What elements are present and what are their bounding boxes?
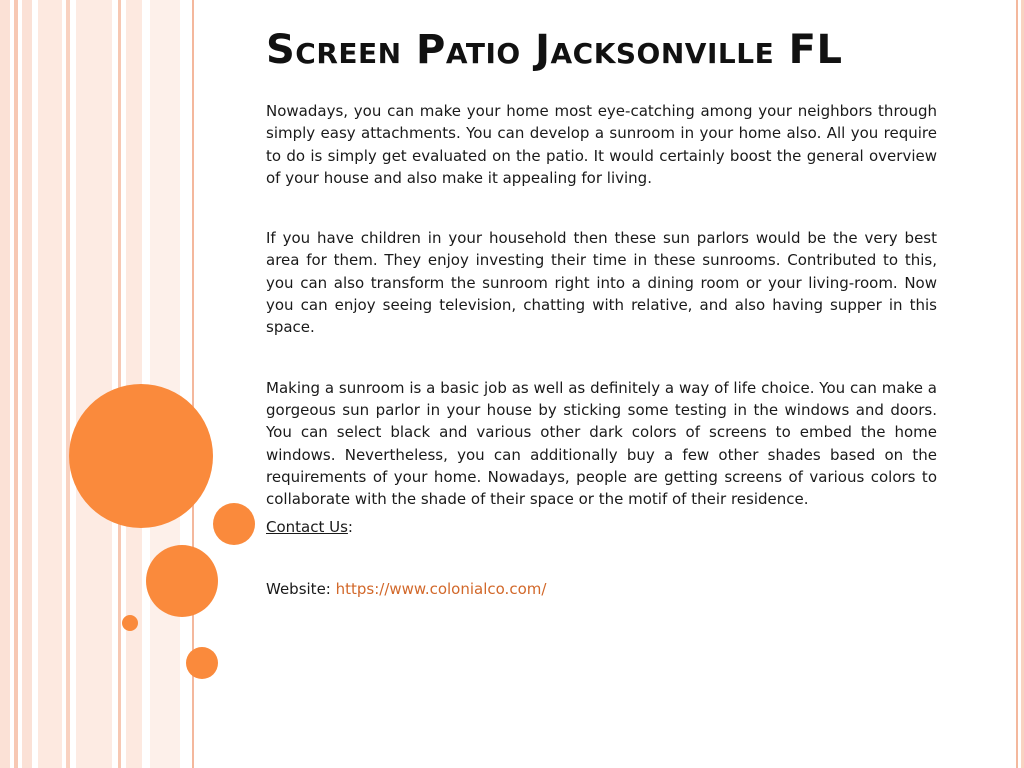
decorative-circle-tiny xyxy=(122,615,138,631)
decorative-stripe xyxy=(22,0,32,768)
paragraph-2: If you have children in your household then these sun parlors would be the very best area for them. They enjoy investing their time in these sunrooms. Contributed to this, you can also transform the sunroom right into a dining room or your living-room. Now you can enjoy seeing television, chatting with relative, and also having supper in this space. xyxy=(266,229,937,337)
decorative-circle-medium xyxy=(146,545,218,617)
slide-title: Screen Patio Jacksonville FL xyxy=(266,27,843,73)
website-label: Website: xyxy=(266,580,336,599)
paragraph-3: Making a sunroom is a basic job as well as definitely a way of life choice. You can make a gorgeous sun parlor in your house by sticking some testing in the windows and doors. You can select black and various other dark colors of screens to embed the home windows. Nevertheless, you can additionally buy a few other shades based on the requirements of your home. Nowadays, people are getting screens of various colors to collaborate with the shade of their space or the motif of their residence. xyxy=(266,378,937,509)
decorative-stripe xyxy=(0,0,10,768)
decorative-stripe xyxy=(14,0,18,768)
decorative-stripe xyxy=(150,0,180,768)
website-line xyxy=(266,578,937,600)
paragraph-1: Nowadays, you can make your home most eye-catching among your neighbors through simply easy attachments. You can develop a sunroom in your home also. All you require to do is simply get evaluated on the patio. It would certainly boost the general overview of your house and also make it appealing for living. xyxy=(266,102,937,187)
contact-us-link[interactable]: Contact Us xyxy=(266,518,348,537)
decorative-stripe xyxy=(38,0,62,768)
contact-colon: : xyxy=(347,518,353,537)
decorative-stripe xyxy=(66,0,70,768)
decorative-stripe xyxy=(1016,0,1018,768)
decorative-circle-large xyxy=(69,384,213,528)
decorative-circle-small xyxy=(186,647,218,679)
decorative-stripe xyxy=(76,0,112,768)
decorative-circle-small xyxy=(213,503,255,545)
website-url-link[interactable]: https://www.colonialco.com/ xyxy=(335,580,547,599)
decorative-stripe xyxy=(118,0,121,768)
contact-line xyxy=(266,516,937,538)
slide-content xyxy=(266,24,937,600)
